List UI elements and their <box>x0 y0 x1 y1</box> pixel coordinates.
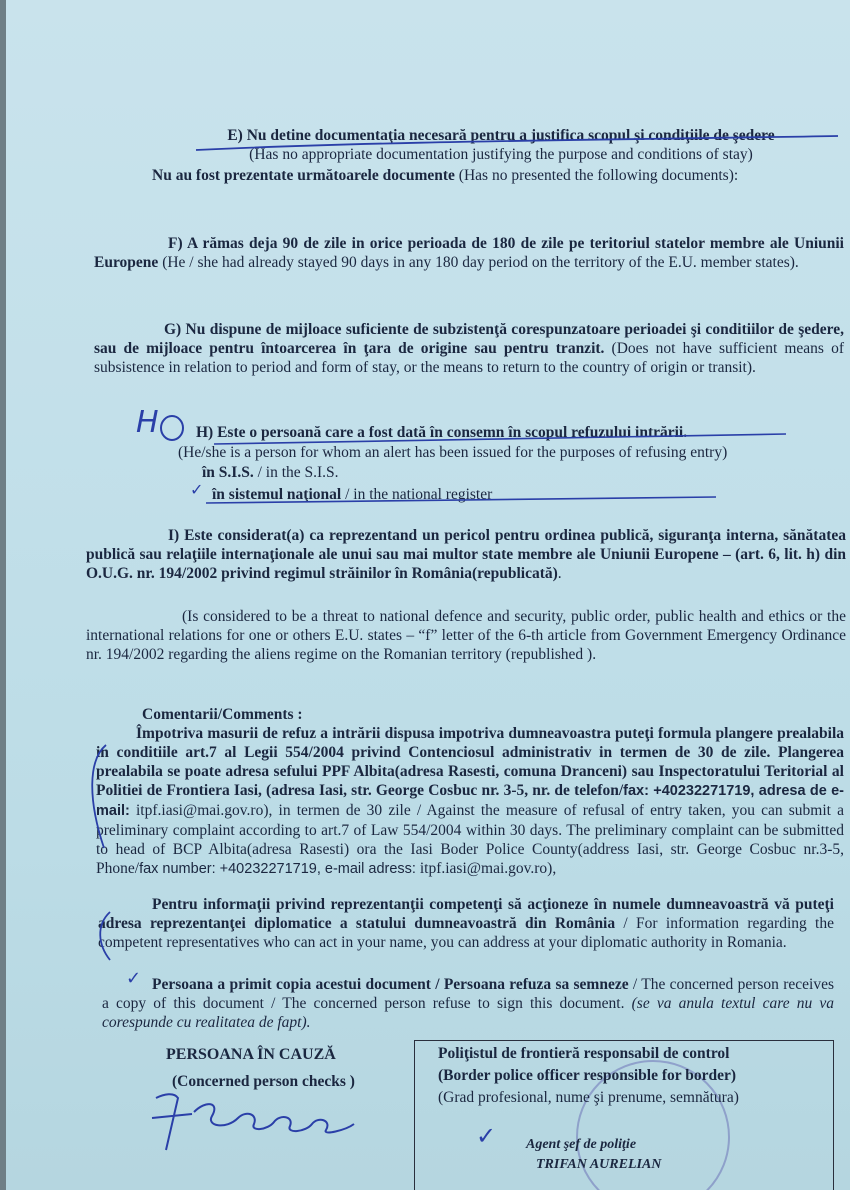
section-g-en: (Does not have sufficient means of subsistence in relation to period and form of stay, or the means to return to the country of origin or transit). <box>94 340 844 376</box>
copy-note: (se va anula textul care nu va corespunde cu realitatea de fapt). <box>102 995 834 1031</box>
pen-circle-h <box>161 416 183 440</box>
representatives-en: / For information regarding the competent representatives who can act in your name, you can address at your diplomatic authority in Romania. <box>98 915 834 951</box>
section-e-documents-en: (Has no presented the following documents): <box>454 167 739 184</box>
person-signature-subtitle: (Concerned person checks ) <box>172 1073 355 1090</box>
document-page <box>6 0 850 1190</box>
representatives-ro: Pentru informaţii privind reprezentanţii competenţi să acţioneze în numele dumneavoastră vă puteţi adresa reprezentanţei diplomatice a statului dumneavoastră din România <box>98 896 834 932</box>
section-e-translation: (Has no appropriate documentation justifying the purpose and conditions of stay) <box>249 146 753 163</box>
officer-name: TRIFAN AURELIAN <box>536 1157 662 1172</box>
section-f-ro: F) A rămas deja 90 de zile in orice perioada de 180 de zile pe teritoriul statelor membre ale Uniunii Europene <box>94 235 844 271</box>
section-e-documents-ro: Nu au fost prezentate următoarele documente <box>152 167 455 184</box>
section-g-ro: G) Nu dispune de mijloace suficiente de subzistenţă corespunzatoare perioadei şi conditiilor de şedere, sau de mijloace pentru întoarcerea în ţara de origine sau pentru tranzit. <box>94 321 844 357</box>
handwritten-check-national: ✓ <box>190 480 204 499</box>
comments-heading: Comentarii/Comments : <box>142 706 303 723</box>
pen-bracket-comments <box>92 745 106 848</box>
section-h-sis-en: / in the S.I.S. <box>253 464 339 481</box>
officer-rank: Agent şef de poliţie <box>526 1137 637 1152</box>
officer-title: Poliţistul de frontieră responsabil de control <box>438 1045 730 1062</box>
officer-fields: (Grad profesional, nume şi prenume, semnătura) <box>438 1089 739 1106</box>
pen-underline-e <box>196 136 838 150</box>
comments-ro: Împotriva masurii de refuz a intrării dispusa impotriva dumneavoastra puteţi formula plangere prealabila in conditiile art.7 al Legii 554/2004 privind Contenciosul administrativ in termen de 30 de zile. Plangerea prealabila se poate adresa sefului PPF Albita(adresa Rasesti, comuna Dranceni) sau Inspectoratului Teritorial al Politiei de Frontiera Iasi, (adresa Iasi, str. George Cosbuc nr. 3-5, nr. de telefon/ <box>96 725 844 799</box>
section-i-ro-end: . <box>557 565 562 582</box>
section-h-national-en: / in the national register <box>341 486 493 503</box>
section-h-national-ro: în sistemul naţional <box>212 486 342 503</box>
section-e-heading: E) Nu detine documentaţia necesară pentru a justifica scopul şi condiţiile de şedere <box>227 127 775 144</box>
copy-en: / The concerned person receives a copy of this document / The concerned person refuse to sign this document. <box>102 976 834 1012</box>
handwritten-check-officer: ✓ <box>476 1122 497 1150</box>
person-signature-title: PERSOANA ÎN CAUZĂ <box>166 1046 336 1063</box>
pen-bracket-representatives <box>100 912 110 960</box>
pen-marks <box>6 0 850 1190</box>
person-handwritten-signature <box>152 1094 354 1150</box>
section-i-ro: I) Este considerat(a) ca reprezentand un pericol pentru ordinea publică, siguranţa interna, sănătatea publică sau relaţiile internaţionale ale unui sau mai multor state membre ale Uniunii Europene – (art. 6, lit. h) din O.U.G. nr. 194/2002 privind regimul străinilor în România(republicată) <box>86 527 846 582</box>
section-f-en: (He / she had already stayed 90 days in any 180 day period on the territory of the E.U. member states). <box>158 254 799 271</box>
officer-subtitle: (Border police officer responsible for border) <box>438 1067 737 1084</box>
comments-fax-ro: fax: +40232271719, adresa de e-mail: <box>96 783 844 819</box>
comments-fax-en: fax number: +40232271719, e-mail adress: <box>139 861 416 877</box>
section-i-en: (Is considered to be a threat to national defence and security, public order, public health and ethics or the international relations for one or others E.U. states – “f” letter of the 6-th article from Government Emergency Ordinance nr. 194/2002 regarding the aliens regime on the Romanian territory (republished ). <box>86 608 846 663</box>
handwritten-h-mark: H <box>136 405 159 440</box>
section-h-heading: H) Este o persoană care a fost dată în consemn în scopul refuzului intrării. <box>196 424 688 441</box>
pen-underline-national <box>206 497 716 503</box>
comments-email-ro: itpf.iasi@mai.gov.ro), in termen de 30 zile / Against the measure of refusal of entry taken, you can submit a preliminary complaint according to art.7 of Law 554/2004 within 30 days. The preliminary complaint can be submitted to head of BCP Albita(adresa Rasesti) ora the Iasi Boder Police County(address Iasi, str. George Cosbuc nr.3-5, Phone/ <box>96 802 844 877</box>
section-h-translation: (He/she is a person for whom an alert has been issued for the purposes of refusing entry) <box>178 444 728 461</box>
handwritten-check-copy: ✓ <box>126 968 142 989</box>
copy-ro: Persoana a primit copia acestui document / Persoana refuza sa semneze <box>152 976 629 993</box>
pen-underline-h <box>214 434 786 444</box>
section-h-sis-ro: în S.I.S. <box>202 464 254 481</box>
comments-email-en: itpf.iasi@mai.gov.ro), <box>415 860 557 877</box>
